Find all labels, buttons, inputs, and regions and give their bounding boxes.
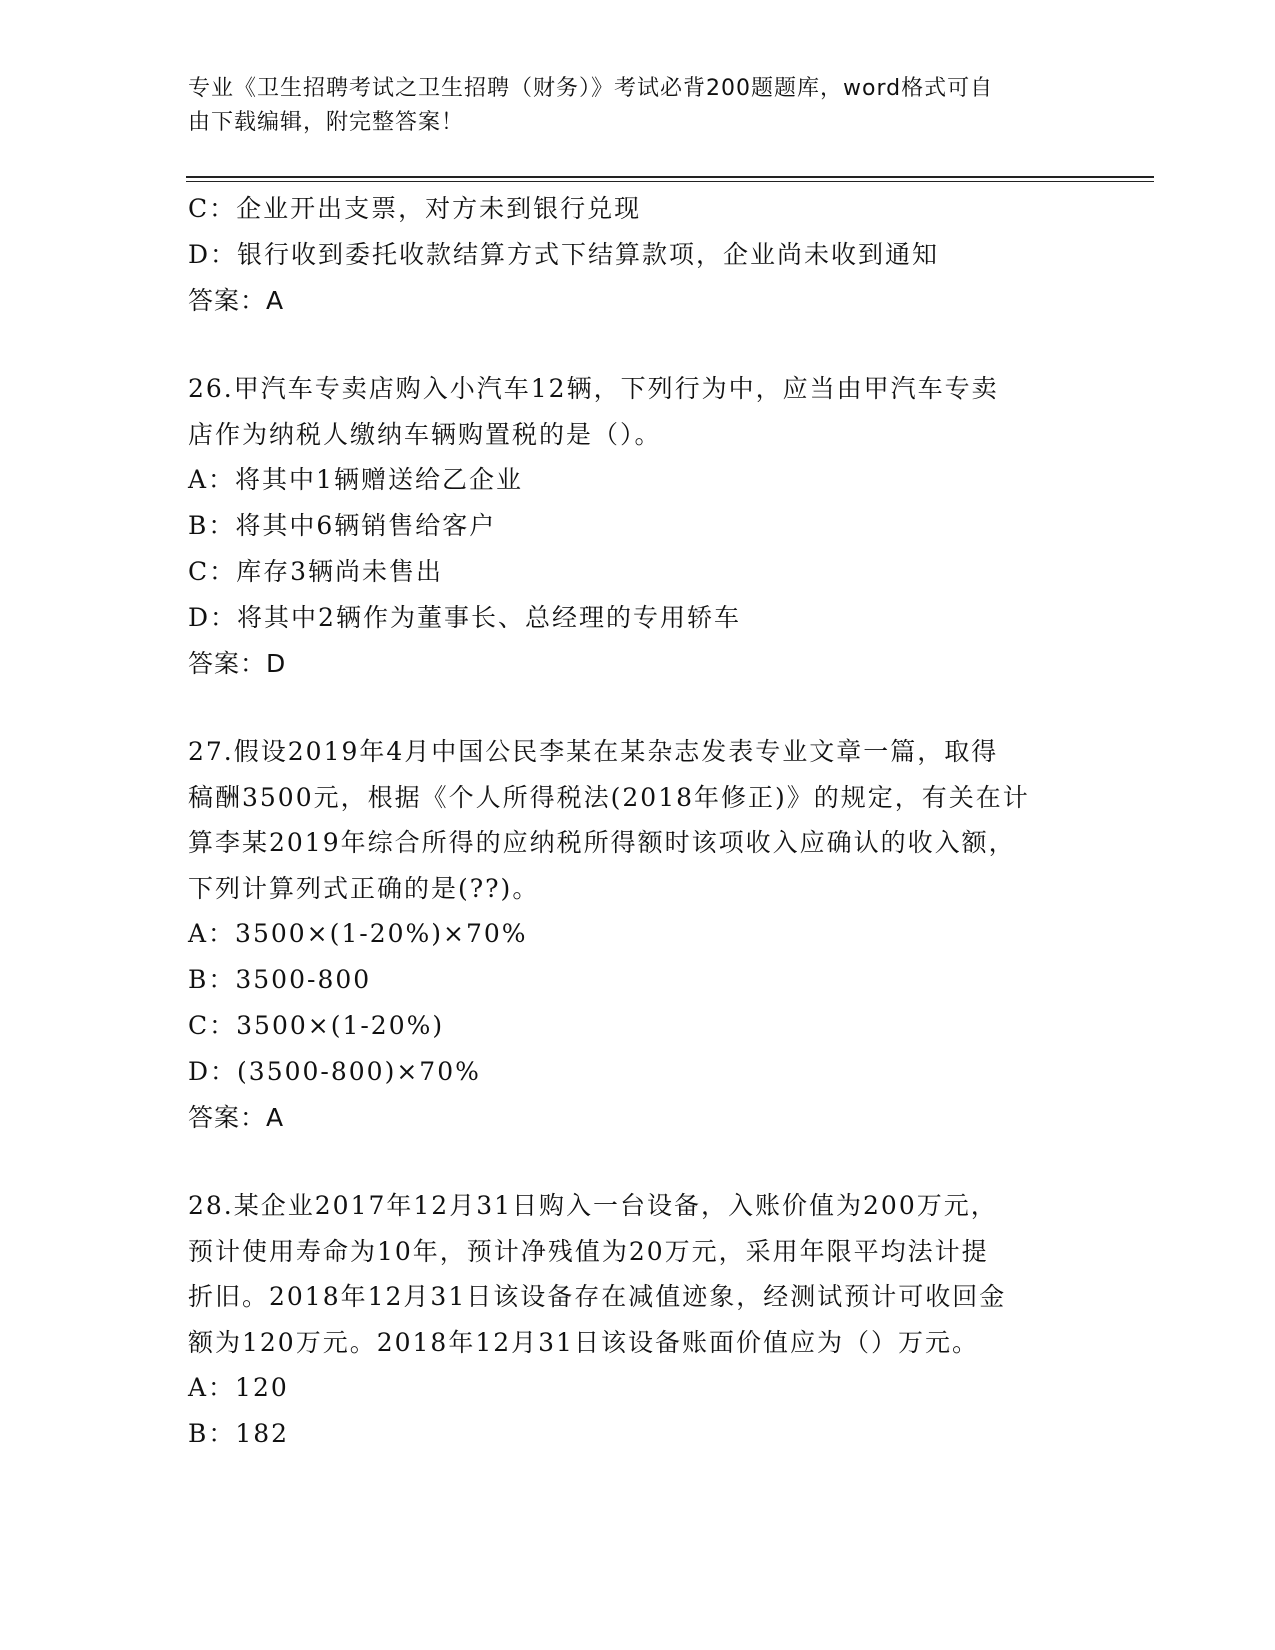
question-stem	[188, 366, 1088, 457]
header-divider-thick	[186, 176, 1154, 178]
option-c: C：3500×(1-20%)	[188, 1011, 445, 1040]
option-b: B：3500-800	[188, 965, 372, 994]
option-c: C：企业开出支票，对方未到银行兑现	[188, 194, 642, 223]
option-a: A：120	[188, 1373, 289, 1402]
option-d: D：银行收到委托收款结算方式下结算款项，企业尚未收到通知	[188, 240, 940, 269]
stem-line: 28.某企业2017年12月31日购入一台设备，入账价值为200万元，	[188, 1191, 998, 1220]
stem-line: 稿酬3500元，根据《个人所得税法(2018年修正)》的规定，有关在计	[188, 782, 1030, 812]
option-a: A：将其中1辆赠送给乙企业	[188, 465, 523, 494]
question-stem	[188, 729, 1088, 911]
option-d: D：(3500-800)×70%	[188, 1057, 481, 1086]
stem-line: 26.甲汽车专卖店购入小汽车12辆，下列行为中，应当由甲汽车专卖	[188, 374, 999, 403]
answer-line: 答案：A	[188, 286, 285, 315]
answer-line: 答案：D	[188, 649, 287, 678]
option-b: B：将其中6辆销售给客户	[188, 511, 497, 540]
stem-line: 27.假设2019年4月中国公民李某在某杂志发表专业文章一篇，取得	[188, 737, 999, 766]
answer-line: 答案：A	[188, 1103, 285, 1132]
question-26	[188, 366, 1088, 687]
header-divider-thin	[186, 181, 1154, 182]
stem-line: 额为120万元。2018年12月31日该设备账面价值应为（）万元。	[188, 1327, 979, 1357]
page-header	[188, 72, 1068, 140]
option-d: D：将其中2辆作为董事长、总经理的专用轿车	[188, 603, 741, 632]
option-c: C：库存3辆尚未售出	[188, 557, 444, 586]
question-28	[188, 1183, 1088, 1457]
document-body	[188, 186, 1088, 1457]
stem-line: 折旧。2018年12月31日该设备存在减值迹象，经测试预计可收回金	[188, 1282, 1007, 1311]
stem-line: 预计使用寿命为10年，预计净残值为20万元，采用年限平均法计提	[188, 1236, 989, 1266]
question-stem	[188, 1183, 1088, 1365]
stem-line: 下列计算列式正确的是(??)。	[188, 873, 540, 903]
header-line-1: 专业《卫生招聘考试之卫生招聘（财务）》考试必背200题题库，word格式可自	[188, 76, 994, 101]
option-b: B：182	[188, 1419, 290, 1448]
stem-line: 算李某2019年综合所得的应纳税所得额时该项收入应确认的收入额，	[188, 828, 1016, 857]
question-fragment	[188, 186, 1088, 324]
stem-line: 店作为纳税人缴纳车辆购置税的是（）。	[188, 419, 662, 449]
option-a: A：3500×(1-20%)×70%	[188, 919, 528, 948]
question-27	[188, 729, 1088, 1141]
header-line-2: 由下载编辑，附完整答案！	[188, 110, 465, 135]
